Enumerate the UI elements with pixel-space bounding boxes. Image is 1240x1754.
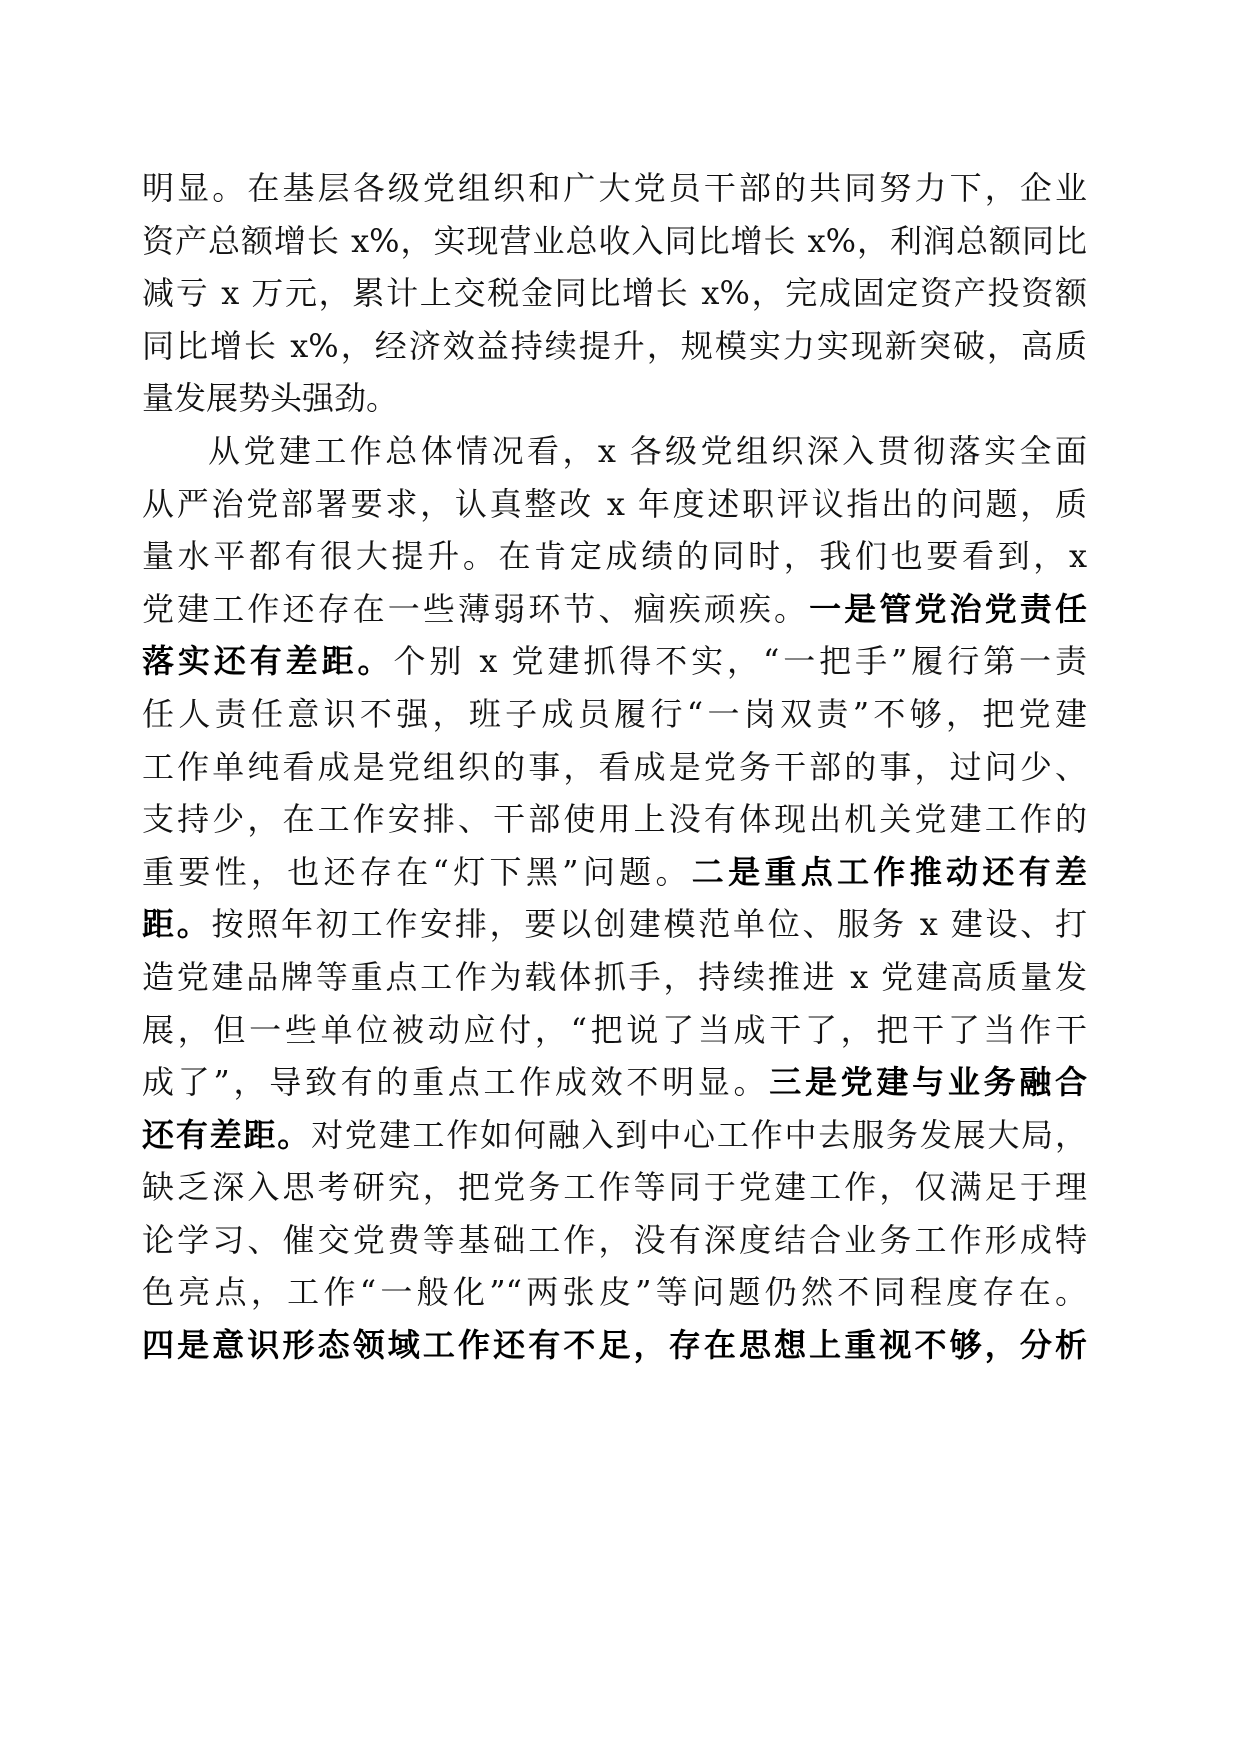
text-run: 任人责任意识不强，班子成员履行“一岗双责”不够，把党建 [142,694,1087,733]
text-run: 按照年初工作安排，要以创建模范单位、服务 x 建设、打 [211,905,1087,944]
text-line [142,372,1087,425]
bold-point-heading: 还有差距。 [142,1115,312,1154]
text-line [142,425,1087,478]
text-run: 色亮点，工作“一般化”“两张皮”等问题仍然不同程度存在。 [142,1273,1087,1312]
text-run: 论学习、催交党费等基础工作，没有深度结合业务工作形成特 [142,1220,1087,1259]
text-run: 量发展势头强劲。 [142,379,399,418]
text-line [142,1161,1087,1214]
bold-point-heading: 二是重点工作推动还有差 [691,852,1087,891]
text-run: 资产总额增长 x%，实现营业总收入同比增长 x%，利润总额同比 [142,221,1087,260]
text-line [142,478,1087,531]
text-run: 减亏 x 万元，累计上交税金同比增长 x%，完成固定资产投资额 [142,274,1087,313]
text-run: 重要性，也还存在“灯下黑”问题。 [142,852,692,891]
text-line [142,1214,1087,1267]
text-line [142,1004,1087,1057]
text-line [142,688,1087,741]
text-run: 同比增长 x%，经济效益持续提升，规模实力实现新突破，高质 [142,326,1087,365]
text-run: 个别 x 党建抓得不实，“一把手”履行第一责 [393,642,1087,681]
text-run: 明显。在基层各级党组织和广大党员干部的共同努力下，企业 [142,169,1087,207]
bold-point-heading: 三是党建与业务融合 [769,1063,1087,1102]
text-line [142,951,1087,1004]
bold-point-heading: 落实还有差距。 [142,642,394,681]
text-run: 党建工作还存在一些薄弱环节、痼疾顽疾。 [142,589,810,628]
text-line [142,1109,1087,1162]
text-line [142,1319,1087,1372]
document-body [142,162,1087,1372]
text-run: 支持少，在工作安排、干部使用上没有体现出机关党建工作的 [142,800,1087,839]
bold-point-heading: 距。 [142,905,212,944]
text-run: 成了”，导致有的重点工作成效不明显。 [142,1063,770,1102]
text-line [142,793,1087,846]
text-line [142,320,1087,373]
text-run: 造党建品牌等重点工作为载体抓手，持续推进 x 党建高质量发 [142,957,1087,996]
text-run: 工作单纯看成是党组织的事，看成是党务干部的事，过问少、 [142,747,1087,786]
bold-point-heading: 四是意识形态领域工作还有不足，存在思想上重视不够，分析 [142,1326,1087,1365]
paragraph-economic-results [142,162,1087,425]
text-line [142,1056,1087,1109]
text-line [142,583,1087,636]
text-line [142,846,1087,899]
text-line [142,898,1087,951]
bold-point-heading: 一是管党治党责任 [809,589,1087,628]
text-run: 对党建工作如何融入到中心工作中去服务发展大局， [311,1115,1087,1154]
text-run: 量水平都有很大提升。在肯定成绩的同时，我们也要看到，x [142,537,1087,576]
text-line [142,635,1087,688]
text-line [142,741,1087,794]
text-line [142,1266,1087,1319]
text-line [142,162,1087,215]
paragraph-party-building-issues [142,425,1087,1372]
text-run: 从严治党部署要求，认真整改 x 年度述职评议指出的问题，质 [142,484,1087,523]
text-run: 展，但一些单位被动应付，“把说了当成干了，把干了当作干 [142,1010,1087,1049]
text-line [142,530,1087,583]
text-run: 从党建工作总体情况看，x 各级党组织深入贯彻落实全面 [208,431,1087,470]
text-run: 缺乏深入思考研究，把党务工作等同于党建工作，仅满足于理 [142,1168,1087,1207]
text-line [142,267,1087,320]
text-line [142,215,1087,268]
